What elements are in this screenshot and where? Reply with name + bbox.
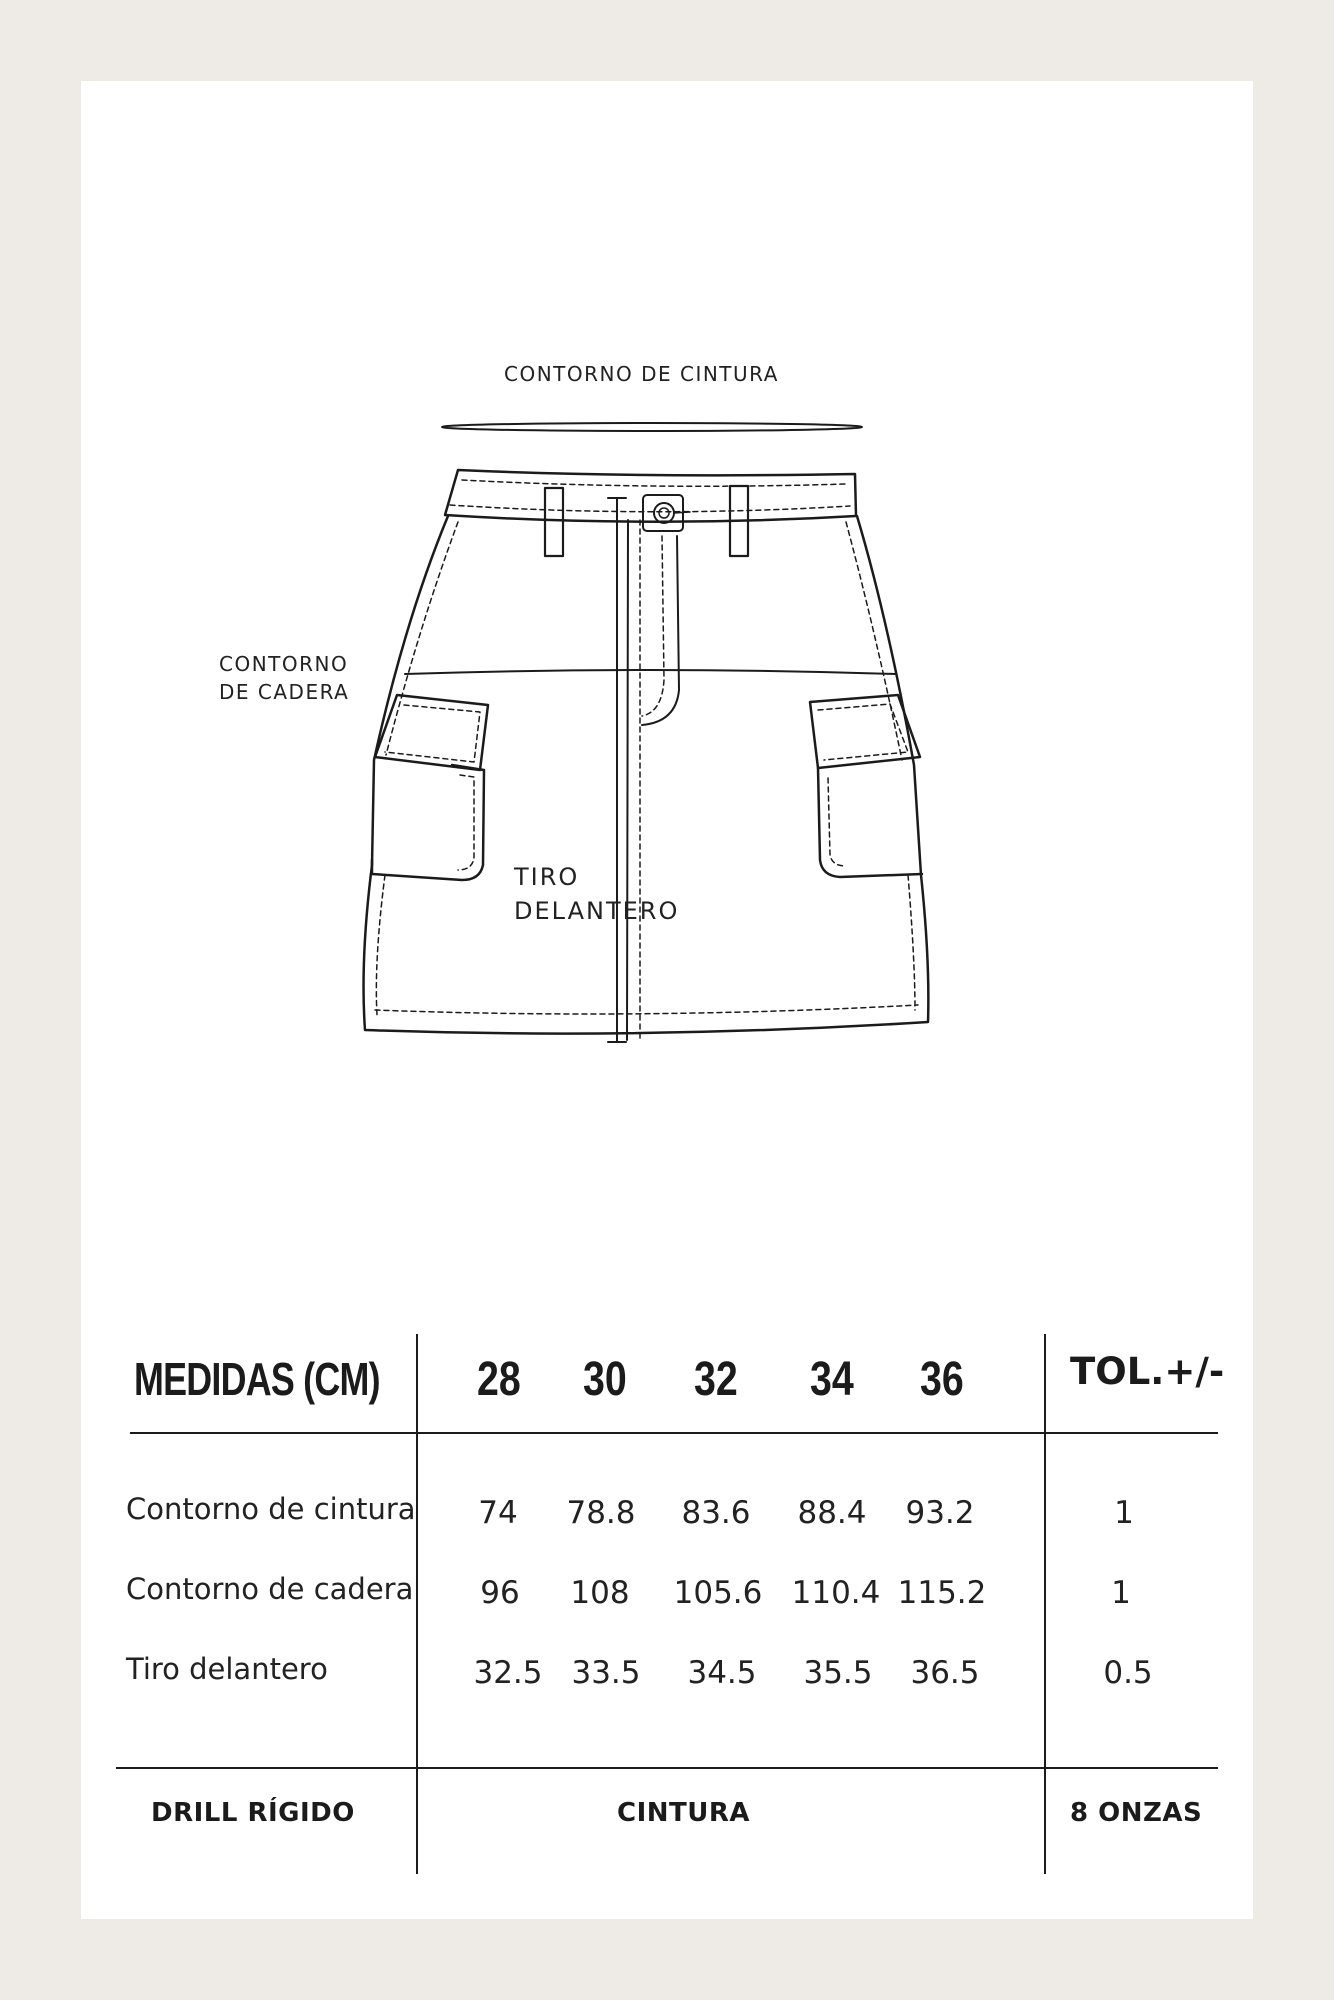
rise-label-line2: DELANTERO (514, 897, 680, 925)
rise-measure-line (608, 498, 626, 1042)
row-label: Contorno de cadera (126, 1572, 414, 1606)
hip-label-line2: DE CADERA (219, 680, 350, 704)
table-cell: 115.2 (897, 1575, 987, 1611)
table-cell: 110.4 (791, 1575, 881, 1611)
tolerance-header: TOL.+/- (1070, 1350, 1225, 1393)
table-cell: 96 (480, 1575, 520, 1611)
column-divider-right (1044, 1334, 1046, 1874)
table-cell: 105.6 (673, 1575, 763, 1611)
skirt-body (364, 516, 929, 1040)
table-cell: 36.5 (910, 1655, 980, 1691)
rise-label (514, 860, 679, 928)
row-label: Contorno de cintura (126, 1492, 416, 1526)
table-cell: 88.4 (797, 1495, 867, 1531)
skirt-waistband (445, 470, 856, 556)
weight-label: 8 ONZAS (1070, 1798, 1203, 1828)
table-cell: 78.8 (566, 1495, 636, 1531)
fit-label: CINTURA (617, 1798, 751, 1828)
table-cell: 32.5 (473, 1655, 543, 1691)
table-cell: 35.5 (803, 1655, 873, 1691)
table-cell: 83.6 (681, 1495, 751, 1531)
column-divider-left (416, 1334, 418, 1874)
hip-label (219, 650, 349, 706)
tolerance-cell: 0.5 (1103, 1655, 1153, 1691)
header-divider (130, 1432, 1218, 1434)
tolerance-cell: 1 (1114, 1495, 1134, 1531)
size-header: 34 (810, 1353, 854, 1406)
size-header: 28 (477, 1353, 521, 1406)
tolerance-cell: 1 (1111, 1575, 1131, 1611)
size-header: 36 (920, 1353, 964, 1406)
size-header: 32 (694, 1353, 738, 1406)
table-cell: 108 (570, 1575, 630, 1611)
table-cell: 34.5 (687, 1655, 757, 1691)
row-label: Tiro delantero (126, 1652, 328, 1686)
table-cell: 74 (478, 1495, 518, 1531)
hip-measure-line (405, 670, 895, 674)
waist-label: CONTORNO DE CINTURA (504, 362, 779, 386)
hip-label-line1: CONTORNO (219, 652, 349, 676)
table-title: MEDIDAS (CM) (134, 1353, 380, 1405)
table-cell: 93.2 (905, 1495, 975, 1531)
waist-measure-line (442, 423, 862, 431)
table-cell: 33.5 (571, 1655, 641, 1691)
footer-divider (116, 1767, 1218, 1769)
fabric-label: DRILL RÍGIDO (151, 1798, 355, 1828)
left-cargo-pocket (372, 695, 488, 880)
rise-label-line1: TIRO (514, 863, 580, 891)
size-header: 30 (583, 1353, 627, 1406)
